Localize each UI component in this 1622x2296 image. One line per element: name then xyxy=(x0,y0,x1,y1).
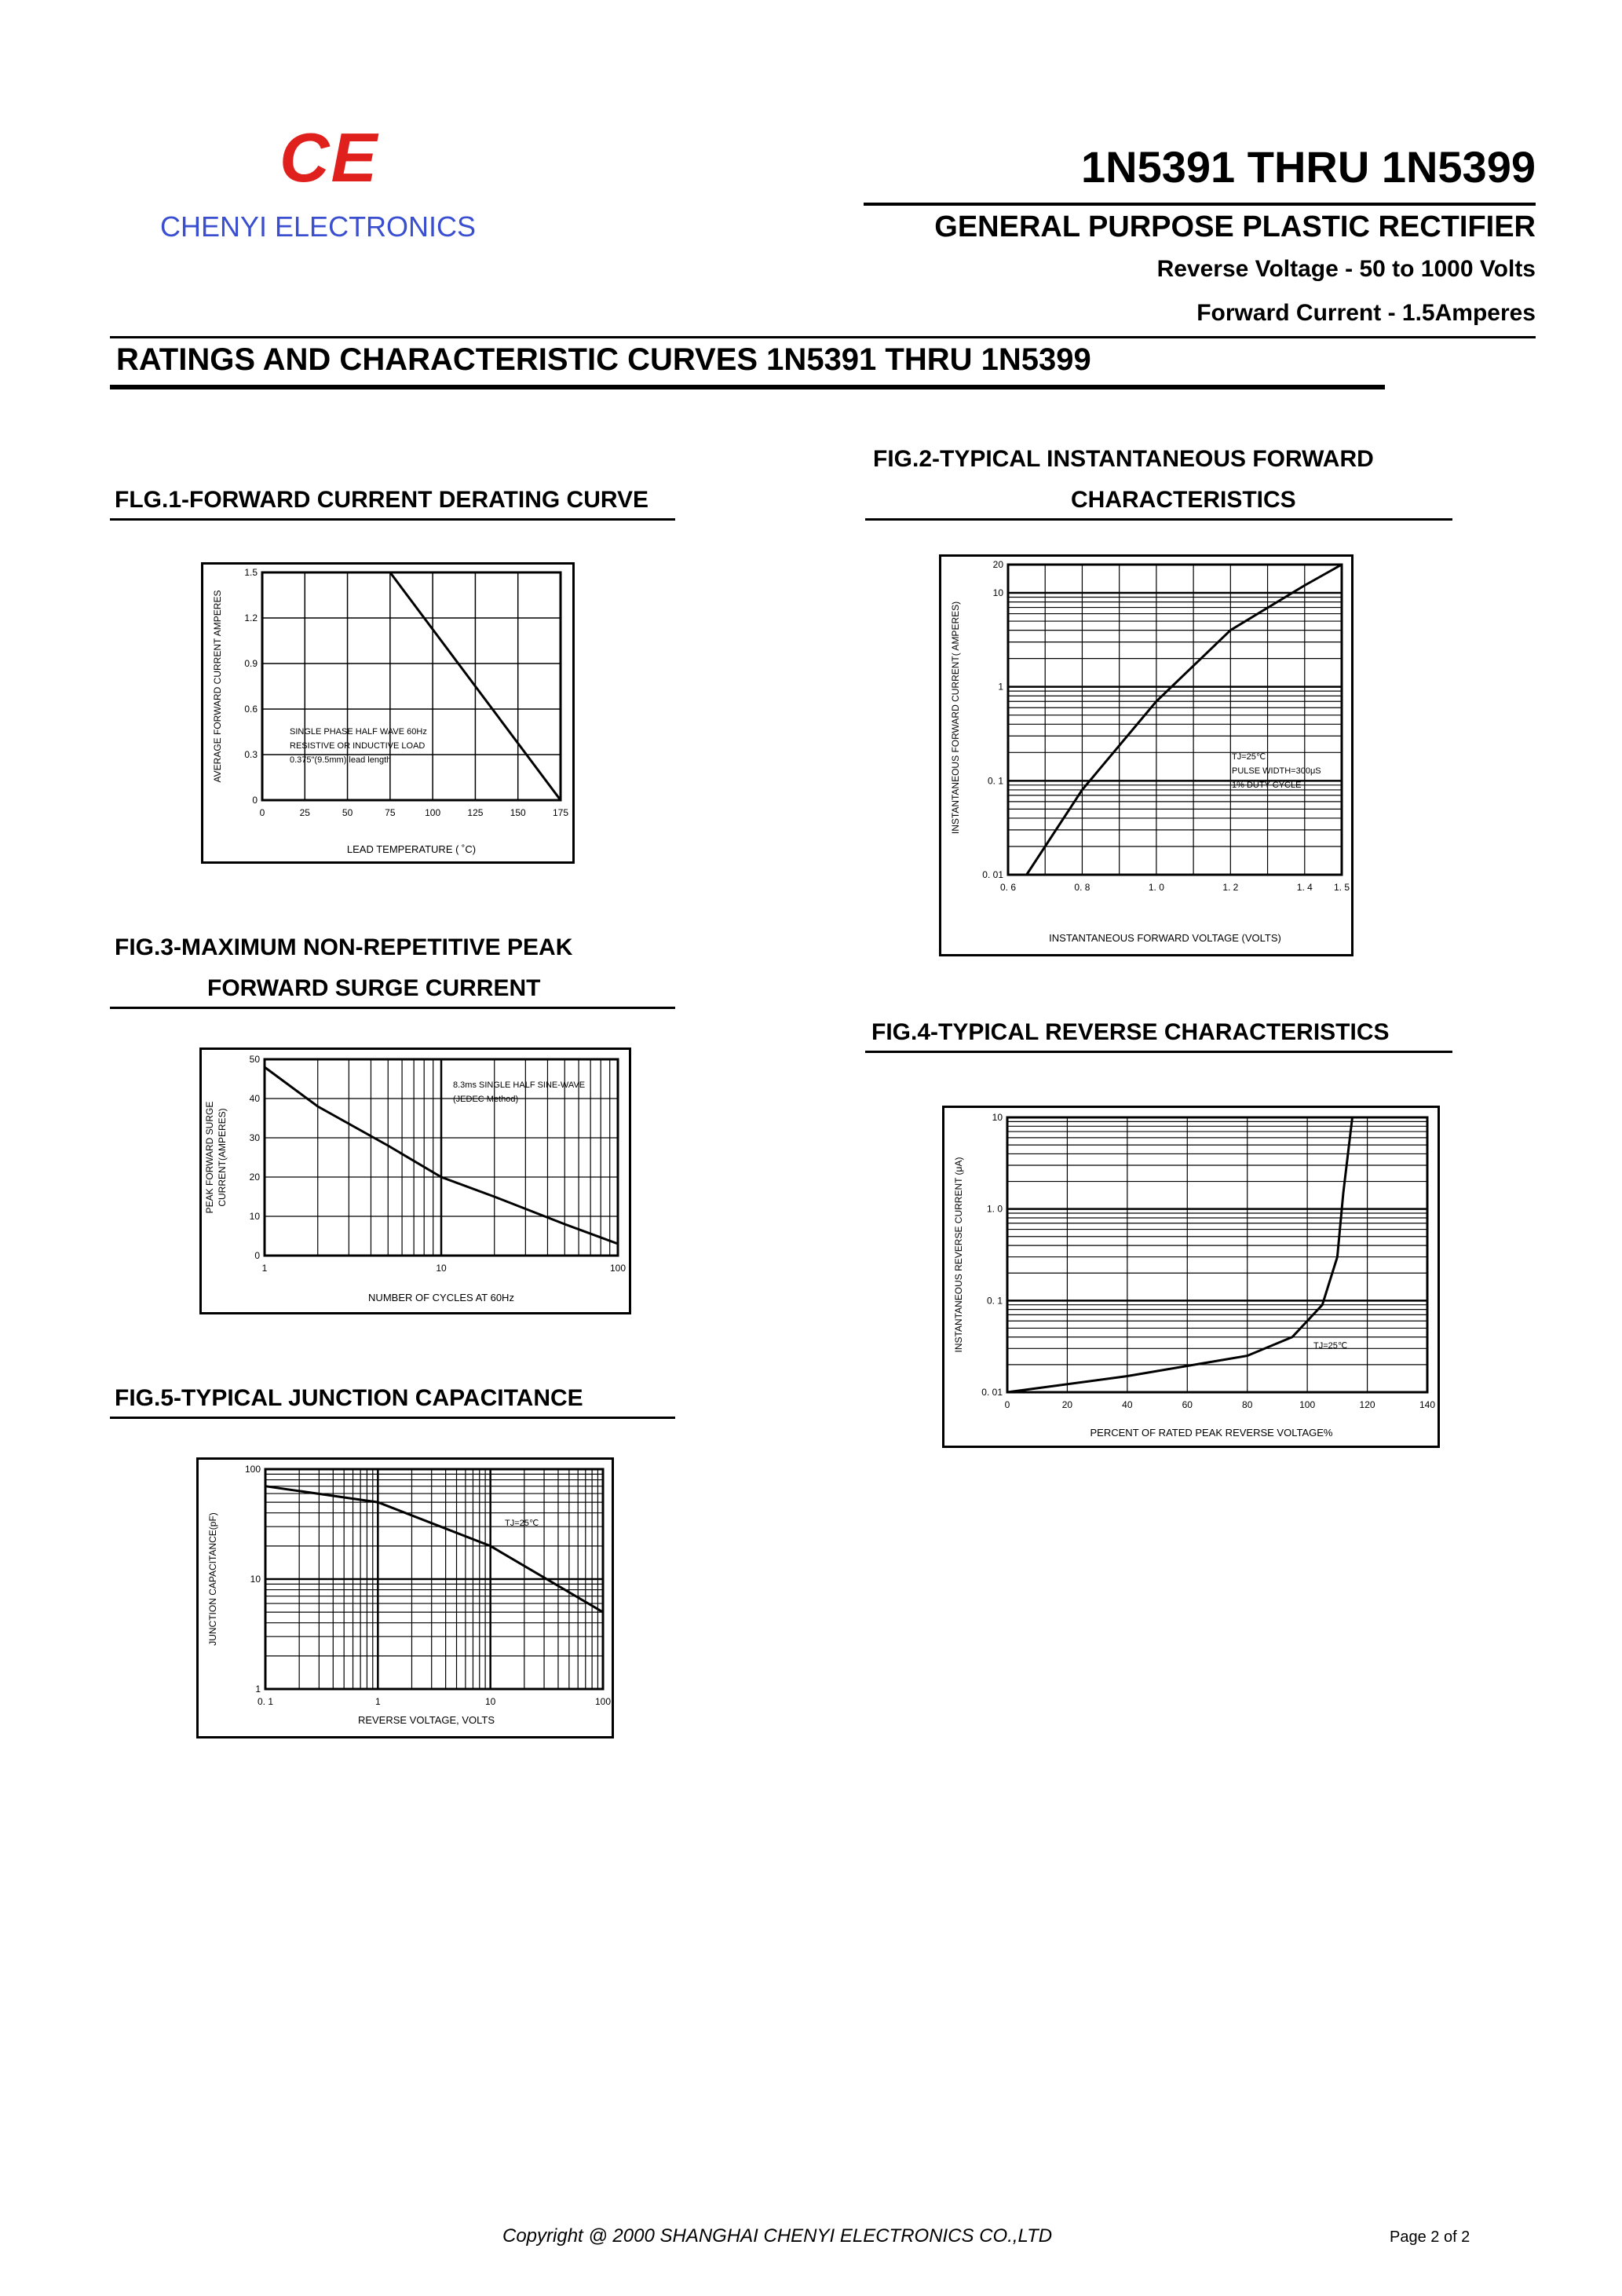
footer-copyright: Copyright @ 2000 SHANGHAI CHENYI ELECTRONICS CO.,LTD xyxy=(502,2225,1053,2247)
header-divider xyxy=(864,203,1536,206)
fig1-caption-underline xyxy=(110,518,675,521)
fig3-ylabel-line1: PEAK FORWARD SURGE xyxy=(204,1101,215,1214)
fig3-ytick-label: 50 xyxy=(249,1054,260,1065)
fig2-ytick-label: 1 xyxy=(998,681,1003,693)
fig4-ytick-label: 10 xyxy=(992,1112,1003,1123)
spec-forward-current: Forward Current - 1.5Amperes xyxy=(1196,300,1536,326)
company-name: CHENYI ELECTRONICS xyxy=(160,210,477,243)
fig3-note-2: (JEDEC Method) xyxy=(453,1095,519,1104)
fig2-ytick-label: 10 xyxy=(992,587,1003,599)
fig3-xtick-label: 10 xyxy=(436,1263,447,1274)
fig1-xtick-label: 75 xyxy=(385,807,396,818)
fig3-chart xyxy=(202,1050,629,1312)
fig2-chart xyxy=(941,557,1351,954)
fig4-ytick-label: 1. 0 xyxy=(986,1203,1003,1215)
fig4-plot-frame xyxy=(1007,1117,1427,1392)
fig5-xtick-label: 100 xyxy=(594,1696,612,1707)
fig1-caption: FLG.1-FORWARD CURRENT DERATING CURVE xyxy=(115,487,649,513)
fig1-xlabel: LEAD TEMPERATURE ( ˚C) xyxy=(346,843,477,855)
fig2-curve xyxy=(1027,565,1342,875)
fig1-xtick-label: 100 xyxy=(425,807,441,818)
fig4-xtick-label: 40 xyxy=(1122,1399,1133,1410)
fig5-ylabel: JUNCTION CAPACITANCE(pF) xyxy=(207,1512,218,1646)
fig4-grid xyxy=(1007,1117,1427,1392)
fig4-xlabel: PERCENT OF RATED PEAK REVERSE VOLTAGE% xyxy=(1090,1427,1333,1439)
fig4-ylabel: INSTANTANEOUS REVERSE CURRENT (μA) xyxy=(953,1157,964,1353)
fig5-note-1: TJ=25℃ xyxy=(505,1519,539,1528)
fig2-xtick-label: 1. 0 xyxy=(1148,882,1164,893)
fig4-chart xyxy=(944,1108,1438,1446)
fig1-curve xyxy=(262,572,561,800)
fig4-xtick-label: 80 xyxy=(1242,1399,1253,1410)
fig1-ytick-label: 0.6 xyxy=(244,704,258,715)
fig1-ytick-label: 0.3 xyxy=(244,749,258,760)
fig1-chart xyxy=(203,565,572,861)
fig2-xtick-label: 0. 8 xyxy=(1074,882,1090,893)
fig1-xtick-label: 25 xyxy=(299,807,310,818)
fig4-ytick-label: 0. 01 xyxy=(981,1387,1003,1398)
fig4-xtick-label: 20 xyxy=(1061,1399,1073,1410)
fig2-ytick-label: 0. 1 xyxy=(987,775,1003,787)
fig3-box xyxy=(199,1047,631,1314)
fig4-xtick-label: 0 xyxy=(1004,1399,1010,1410)
fig1-note-3: 0.375"(9.5mm) lead length xyxy=(290,755,392,765)
main-title: RATINGS AND CHARACTERISTIC CURVES 1N5391 THRU 1N5399 xyxy=(116,342,1091,377)
part-number: 1N5391 THRU 1N5399 xyxy=(1081,142,1536,192)
title-underline xyxy=(110,385,1385,389)
fig1-note-1: SINGLE PHASE HALF WAVE 60Hz xyxy=(290,727,427,737)
fig3-caption-underline xyxy=(110,1007,675,1009)
fig1-ytick-label: 0.9 xyxy=(244,658,258,669)
fig4-xtick-label: 100 xyxy=(1299,1399,1316,1410)
fig5-curve xyxy=(265,1486,603,1612)
fig3-xtick-label: 100 xyxy=(609,1263,627,1274)
fig5-chart xyxy=(199,1460,612,1736)
spec-divider xyxy=(110,336,1536,338)
fig2-ylabel: INSTANTANEOUS FORWARD CURRENT( AMPERES) xyxy=(950,601,961,835)
fig3-xtick-label: 1 xyxy=(261,1263,268,1274)
fig3-ytick-label: 20 xyxy=(249,1172,260,1183)
fig2-note-1: TJ=25℃ xyxy=(1232,752,1266,762)
fig1-ytick-label: 1.5 xyxy=(244,567,258,578)
fig4-box xyxy=(942,1106,1440,1448)
fig3-xlabel: NUMBER OF CYCLES AT 60Hz xyxy=(368,1292,514,1303)
fig3-caption-line2: FORWARD SURGE CURRENT xyxy=(207,975,541,1001)
fig2-note-2: PULSE WIDTH=300μS xyxy=(1232,766,1321,776)
fig2-xtick-label: 1. 4 xyxy=(1296,882,1313,893)
fig5-ytick-label: 100 xyxy=(244,1464,261,1475)
fig5-box xyxy=(196,1457,614,1738)
fig2-xtick-label: 1. 5 xyxy=(1333,882,1350,893)
fig5-xtick-label: 0. 1 xyxy=(257,1696,274,1707)
fig1-ytick-label: 0 xyxy=(252,795,258,806)
company-logo: CE xyxy=(279,119,379,196)
fig5-xlabel: REVERSE VOLTAGE, VOLTS xyxy=(357,1714,495,1726)
fig1-xtick-label: 175 xyxy=(552,807,569,818)
fig2-xtick-label: 1. 2 xyxy=(1222,882,1239,893)
fig2-box xyxy=(939,554,1353,956)
fig3-ylabel-line2: CURRENT(AMPERES) xyxy=(217,1108,228,1207)
fig1-grid xyxy=(262,572,561,800)
fig1-plot-frame xyxy=(262,572,561,800)
page-number: Page 2 of 2 xyxy=(1390,2228,1470,2246)
fig4-xtick-label: 60 xyxy=(1182,1399,1193,1410)
fig2-xlabel: INSTANTANEOUS FORWARD VOLTAGE (VOLTS) xyxy=(1049,932,1281,944)
fig2-ytick-label: 20 xyxy=(992,559,1003,570)
fig5-xtick-label: 10 xyxy=(484,1696,496,1707)
fig4-curve xyxy=(1007,1117,1353,1392)
spec-reverse-voltage: Reverse Voltage - 50 to 1000 Volts xyxy=(1156,256,1536,282)
fig3-ytick-label: 40 xyxy=(249,1093,260,1104)
fig4-ytick-label: 0. 1 xyxy=(986,1295,1003,1307)
fig1-xtick-label: 50 xyxy=(342,807,353,818)
fig4-xtick-label: 140 xyxy=(1419,1399,1436,1410)
fig1-note-2: RESISTIVE OR INDUCTIVE LOAD xyxy=(290,741,426,751)
fig1-xtick-label: 125 xyxy=(467,807,484,818)
fig1-ytick-label: 1.2 xyxy=(244,612,258,623)
fig2-xtick-label: 0. 6 xyxy=(999,882,1017,893)
fig1-xtick-label: 150 xyxy=(510,807,526,818)
fig5-ytick-label: 1 xyxy=(255,1684,261,1695)
fig4-note-1: TJ=25℃ xyxy=(1313,1341,1348,1351)
fig2-ytick-label: 0. 01 xyxy=(982,869,1003,880)
fig3-ytick-label: 10 xyxy=(249,1211,260,1222)
fig2-caption-underline xyxy=(865,518,1452,521)
fig3-ytick-label: 30 xyxy=(249,1132,260,1143)
fig1-xtick-label: 0 xyxy=(259,807,265,818)
fig3-ytick-label: 0 xyxy=(254,1250,260,1261)
fig5-caption-underline xyxy=(110,1417,675,1419)
fig3-note-1: 8.3ms SINGLE HALF SINE-WAVE xyxy=(453,1080,586,1090)
fig5-ytick-label: 10 xyxy=(250,1574,261,1585)
fig2-caption-line2: CHARACTERISTICS xyxy=(1071,487,1296,513)
product-subtitle: GENERAL PURPOSE PLASTIC RECTIFIER xyxy=(934,210,1536,243)
fig5-caption: FIG.5-TYPICAL JUNCTION CAPACITANCE xyxy=(115,1385,583,1411)
fig2-note-3: 1% DUTY CYCLE xyxy=(1232,781,1302,790)
fig5-grid xyxy=(265,1469,603,1689)
fig1-ylabel: AVERAGE FORWARD CURRENT AMPERES xyxy=(212,590,223,783)
fig1-box xyxy=(201,562,575,864)
fig4-xtick-label: 120 xyxy=(1359,1399,1375,1410)
fig2-caption-line1: FIG.2-TYPICAL INSTANTANEOUS FORWARD xyxy=(873,446,1374,472)
fig4-caption: FIG.4-TYPICAL REVERSE CHARACTERISTICS xyxy=(871,1019,1390,1045)
fig3-caption-line1: FIG.3-MAXIMUM NON-REPETITIVE PEAK xyxy=(115,934,573,960)
fig4-caption-underline xyxy=(865,1051,1452,1053)
fig5-xtick-label: 1 xyxy=(374,1696,381,1707)
